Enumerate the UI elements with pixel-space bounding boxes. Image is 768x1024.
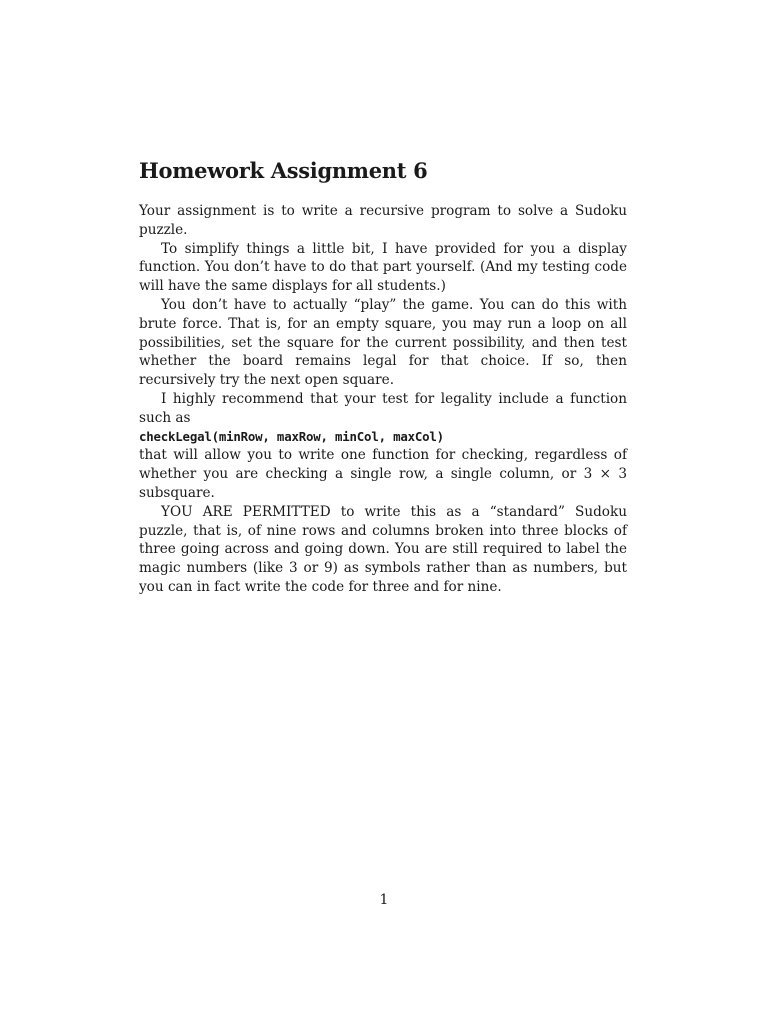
paragraph-legality-explanation: that will allow you to write one function for checking, regardless of whether you are checking a single row, a single column, or 3 × 3 subsquare. xyxy=(139,447,627,501)
paragraph-legality-recommendation: I highly recommend that your test for legality include a function such as xyxy=(139,390,627,426)
paragraph-brute-force: You don’t have to actually “play” the game. You can do this with brute force. That is, for an empty square, you may run a loop on all possibilities, set the square for the current possibility, and then test whether the board remains legal for that choice. If so, then recursively try the next open square. xyxy=(139,296,627,389)
paragraph-standard-sudoku: YOU ARE PERMITTED to write this as a “standard” Sudoku puzzle, that is, of nine rows and columns broken into three blocks of three going across and going down. You are still required to label the magic numbers (like 3 or 9) as symbols rather than as numbers, but you can in fact write the code for three and for nine. xyxy=(139,503,627,595)
code-check-legal: checkLegal(minRow, maxRow, minCol, maxCol) xyxy=(139,428,444,444)
paragraph-intro: Your assignment is to write a recursive program to solve a Sudoku puzzle. xyxy=(139,203,627,238)
document-page xyxy=(139,156,627,597)
page-number: 1 xyxy=(379,892,389,908)
document-title: Homework Assignment 6 xyxy=(139,158,428,183)
paragraph-display-function: To simplify things a little bit, I have provided for you a display function. You don’t have to do that part yourself. (And my testing code will have the same displays for all students.) xyxy=(139,240,627,295)
